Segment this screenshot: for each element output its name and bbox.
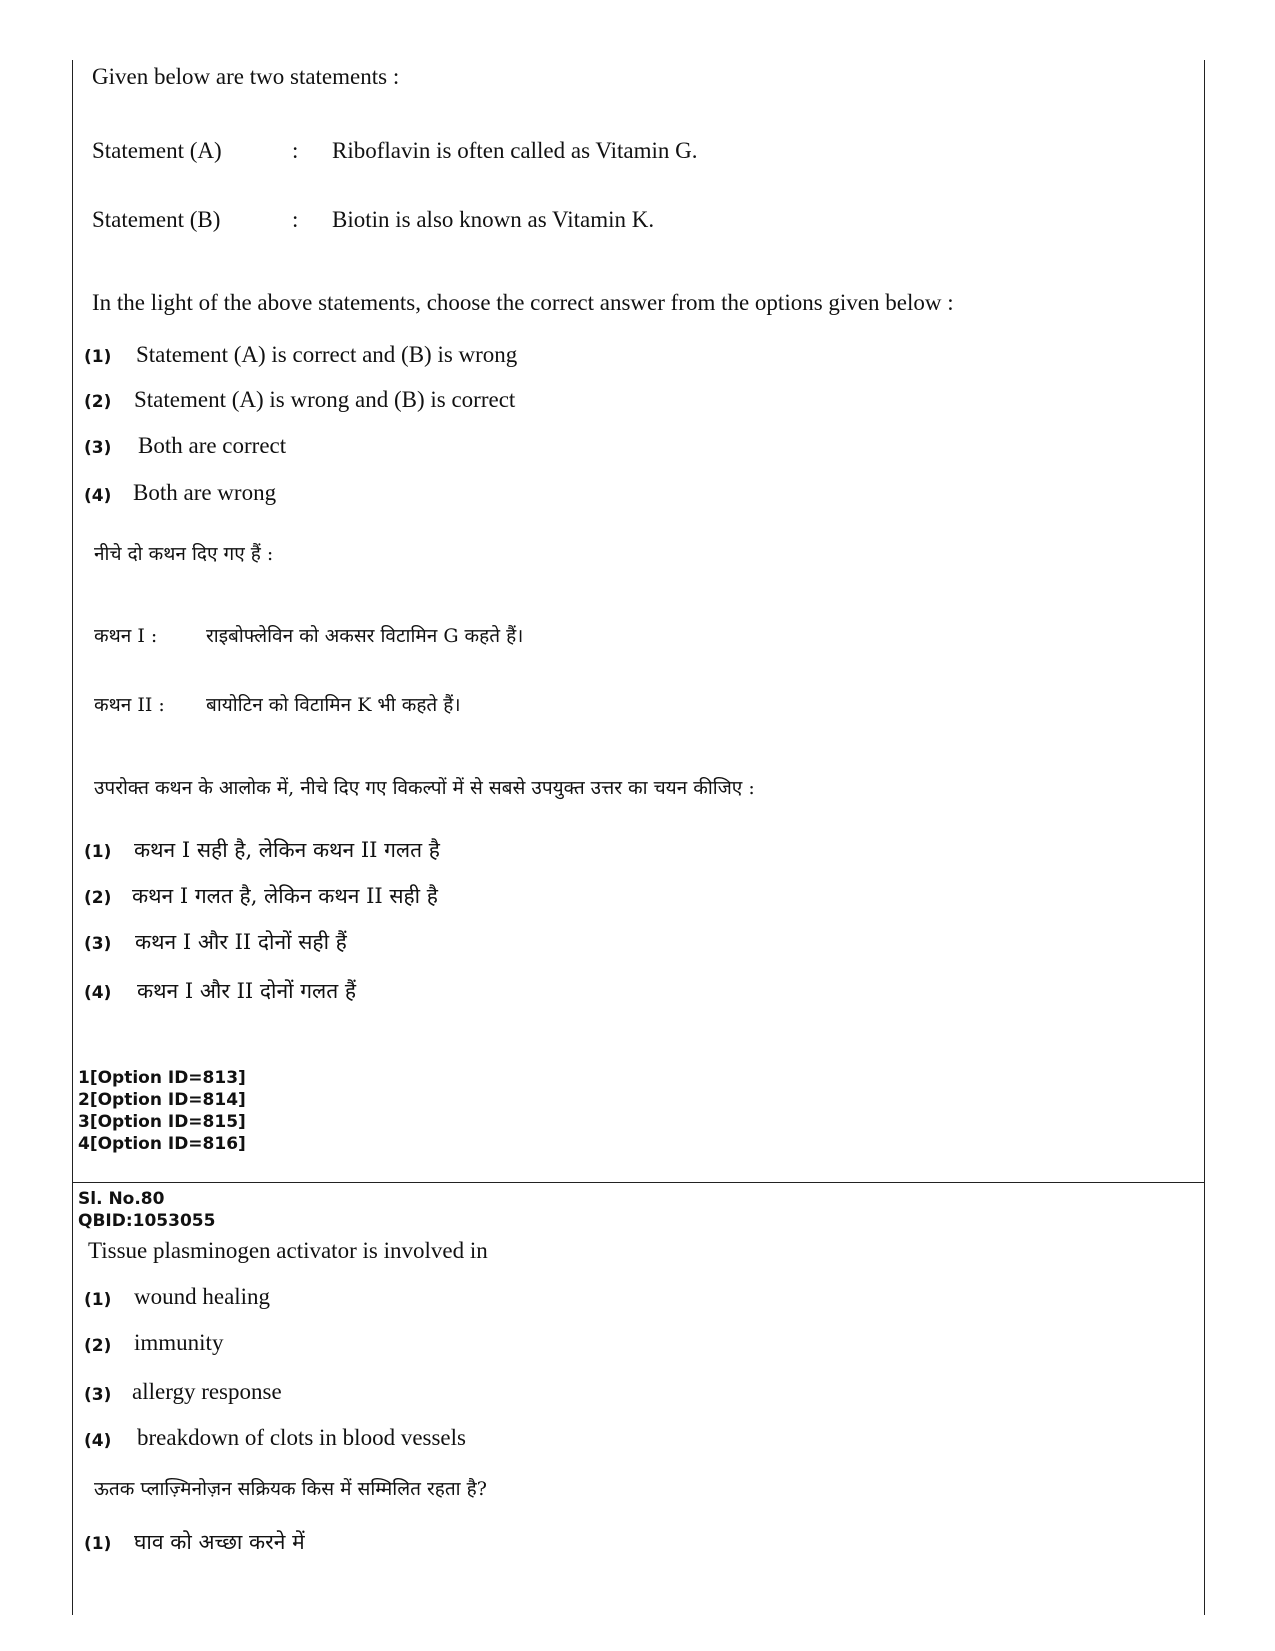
q79-instruction: In the light of the above statements, choose the correct answer from the options given below : (92, 290, 954, 315)
option-number: (2) (84, 888, 112, 908)
question-divider (72, 1182, 1205, 1183)
option-text: कथन I और II दोनों गलत हैं (137, 979, 357, 1003)
option-number: (4) (84, 1431, 112, 1451)
q80-header (78, 1188, 215, 1232)
option-id: 2[Option ID=814] (78, 1090, 246, 1110)
option-text: Both are correct (138, 433, 287, 458)
page-frame-left-border (72, 60, 73, 1615)
option-number: (1) (84, 1290, 112, 1310)
page-frame-right-border (1204, 60, 1205, 1615)
statement-label: Statement (B) (92, 207, 221, 232)
statement-label: Statement (A) (92, 138, 222, 163)
statement-label: कथन I : (94, 625, 158, 647)
option-number: (2) (84, 1336, 112, 1356)
option-text: कथन I सही है, लेकिन कथन II गलत है (134, 838, 440, 862)
option-text: कथन I गलत है, लेकिन कथन II सही है (132, 884, 438, 908)
q79-hindi-intro: नीचे दो कथन दिए गए हैं : (94, 543, 274, 565)
option-number: (3) (84, 1385, 112, 1405)
option-id: 3[Option ID=815] (78, 1112, 246, 1132)
option-number: (4) (84, 486, 112, 506)
statement-label: कथन II : (94, 694, 165, 716)
option-text: कथन I और II दोनों सही हैं (135, 930, 347, 954)
option-text: Statement (A) is correct and (B) is wrong (136, 342, 518, 367)
option-text: allergy response (132, 1379, 282, 1404)
option-text: घाव को अच्छा करने में (134, 1530, 305, 1554)
statement-text: Riboflavin is often called as Vitamin G. (332, 138, 698, 163)
serial-number: Sl. No.80 (78, 1189, 165, 1209)
option-id: 4[Option ID=816] (78, 1134, 246, 1154)
q79-intro: Given below are two statements : (92, 64, 400, 89)
option-number: (1) (84, 842, 112, 862)
option-number: (1) (84, 347, 112, 367)
option-number: (3) (84, 438, 112, 458)
option-text: wound healing (134, 1284, 271, 1309)
q80-question: Tissue plasminogen activator is involved in (88, 1238, 488, 1263)
option-text: Statement (A) is wrong and (B) is correct (134, 387, 516, 412)
q79-hindi-instruction: उपरोक्त कथन के आलोक में, नीचे दिए गए विकल्पों में से सबसे उपयुक्त उत्तर का चयन कीजिए : (94, 777, 755, 799)
option-number: (3) (84, 934, 112, 954)
option-text: breakdown of clots in blood vessels (137, 1425, 466, 1450)
statement-text: बायोटिन को विटामिन K भी कहते हैं। (206, 694, 461, 716)
q80-hindi-question: ऊतक प्लाज़्मिनोज़न सक्रियक किस में सम्मिलित रहता है? (94, 1478, 487, 1500)
question-bank-id: QBID:1053055 (78, 1211, 216, 1231)
statement-separator: : (292, 138, 299, 163)
statement-separator: : (292, 207, 299, 232)
option-number: (4) (84, 983, 112, 1003)
option-number: (1) (84, 1534, 112, 1554)
option-id: 1[Option ID=813] (78, 1068, 246, 1088)
q79-option-ids (78, 1067, 246, 1155)
option-text: Both are wrong (133, 480, 277, 505)
option-number: (2) (84, 392, 112, 412)
option-text: immunity (134, 1330, 224, 1355)
statement-text: राइबोफ्लेविन को अकसर विटामिन G कहते हैं। (206, 625, 524, 647)
statement-text: Biotin is also known as Vitamin K. (332, 207, 655, 232)
